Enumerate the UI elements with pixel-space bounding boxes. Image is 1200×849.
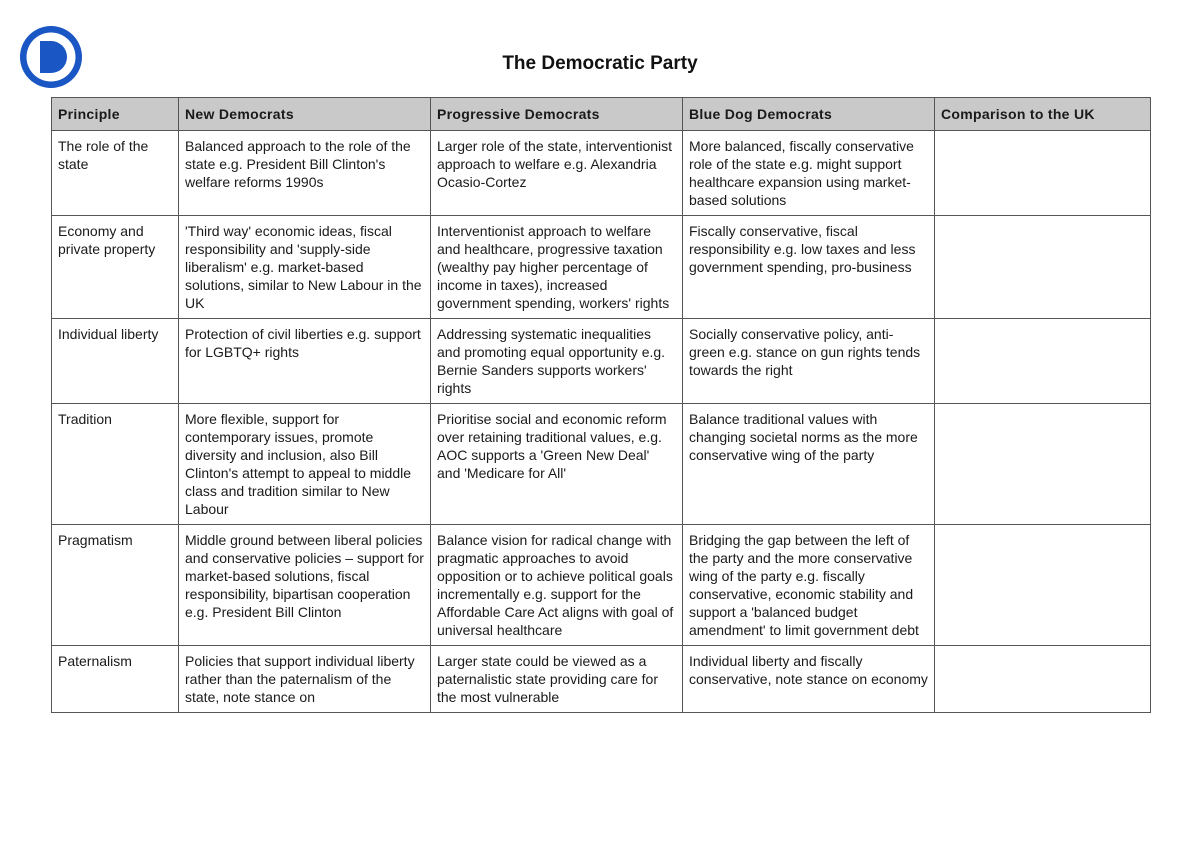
header-progressive-democrats: Progressive Democrats [431, 98, 683, 131]
principle-cell [52, 646, 179, 713]
header-new-democrats: New Democrats [179, 98, 431, 131]
new-democrats-cell: Balanced approach to the role of the state e.g. President Bill Clinton's welfare reforms 1990s [179, 131, 431, 216]
principle-cell: Tradition [52, 404, 179, 525]
table-row [52, 131, 1151, 216]
comparison-to-uk-cell[interactable] [935, 319, 1151, 404]
table-row [52, 525, 1151, 646]
principle-cell: Economy and private property [52, 216, 179, 319]
progressive-democrats-cell: Addressing systematic inequalities and promoting equal opportunity e.g. Bernie Sanders supports workers' rights [431, 319, 683, 404]
comparison-to-uk-cell[interactable] [935, 216, 1151, 319]
principle-cell: Individual liberty [52, 319, 179, 404]
blue-dog-democrats-cell: Socially conservative policy, anti-green e.g. stance on gun rights tends towards the right [683, 319, 935, 404]
header-comparison-to-uk: Comparison to the UK [935, 98, 1151, 131]
header-blue-dog-democrats: Blue Dog Democrats [683, 98, 935, 131]
blue-dog-democrats-cell: Balance traditional values with changing societal norms as the more conservative wing of the party [683, 404, 935, 525]
progressive-democrats-cell: Interventionist approach to welfare and healthcare, progressive taxation (wealthy pay higher percentage of income in taxes), increased government spending, workers' rights [431, 216, 683, 319]
progressive-democrats-cell: Larger role of the state, interventionist approach to welfare e.g. Alexandria Ocasio-Cortez [431, 131, 683, 216]
cell-text: Paternalism [58, 653, 132, 669]
table-row [52, 646, 1151, 713]
progressive-democrats-cell: Prioritise social and economic reform over retaining traditional values, e.g. AOC supports a 'Green New Deal' and 'Medicare for All' [431, 404, 683, 525]
page-title: The Democratic Party [502, 53, 698, 74]
principle-cell: The role of the state [52, 131, 179, 216]
new-democrats-cell: 'Third way' economic ideas, fiscal responsibility and 'supply-side liberalism' e.g. market-based solutions, similar to New Labour in the UK [179, 216, 431, 319]
table-row [52, 216, 1151, 319]
principles-table [51, 97, 1151, 713]
new-democrats-cell: More flexible, support for contemporary issues, promote diversity and inclusion, also Bill Clinton's attempt to appeal to middle class and tradition similar to New Labour [179, 404, 431, 525]
blue-dog-democrats-cell [683, 646, 935, 713]
comparison-to-uk-cell[interactable] [935, 525, 1151, 646]
comparison-to-uk-cell[interactable] [935, 404, 1151, 525]
table-header-row [52, 98, 1151, 131]
blue-dog-democrats-cell: Fiscally conservative, fiscal responsibility e.g. low taxes and less government spending, pro-business [683, 216, 935, 319]
new-democrats-cell [179, 646, 431, 713]
blue-dog-democrats-cell: More balanced, fiscally conservative role of the state e.g. might support healthcare expansion using market-based solutions [683, 131, 935, 216]
new-democrats-cell: Protection of civil liberties e.g. support for LGBTQ+ rights [179, 319, 431, 404]
new-democrats-cell: Middle ground between liberal policies and conservative policies – support for market-based solutions, fiscal responsibility, bipartisan cooperation e.g. President Bill Clinton [179, 525, 431, 646]
cell-text: Policies that support individual liberty rather than the paternalism of the state, note stance on [185, 653, 415, 705]
table-row [52, 404, 1151, 525]
principle-cell: Pragmatism [52, 525, 179, 646]
progressive-democrats-cell: Balance vision for radical change with pragmatic approaches to avoid opposition or to achieve political goals incrementally e.g. support for the Affordable Care Act aligns with goal of universal healthcare [431, 525, 683, 646]
blue-dog-democrats-cell: Bridging the gap between the left of the party and the more conservative wing of the party e.g. fiscally conservative, economic stability and support a 'balanced budget amendment' to limit government debt [683, 525, 935, 646]
cell-text: Individual liberty and fiscally conservative, note stance on economy [689, 653, 928, 687]
cell-text: Larger state could be viewed as a paternalistic state providing care for the most vulnerable [437, 653, 658, 705]
comparison-to-uk-cell[interactable] [935, 131, 1151, 216]
progressive-democrats-cell [431, 646, 683, 713]
table-row [52, 319, 1151, 404]
header-principle: Principle [52, 98, 179, 131]
comparison-to-uk-cell[interactable] [935, 646, 1151, 713]
